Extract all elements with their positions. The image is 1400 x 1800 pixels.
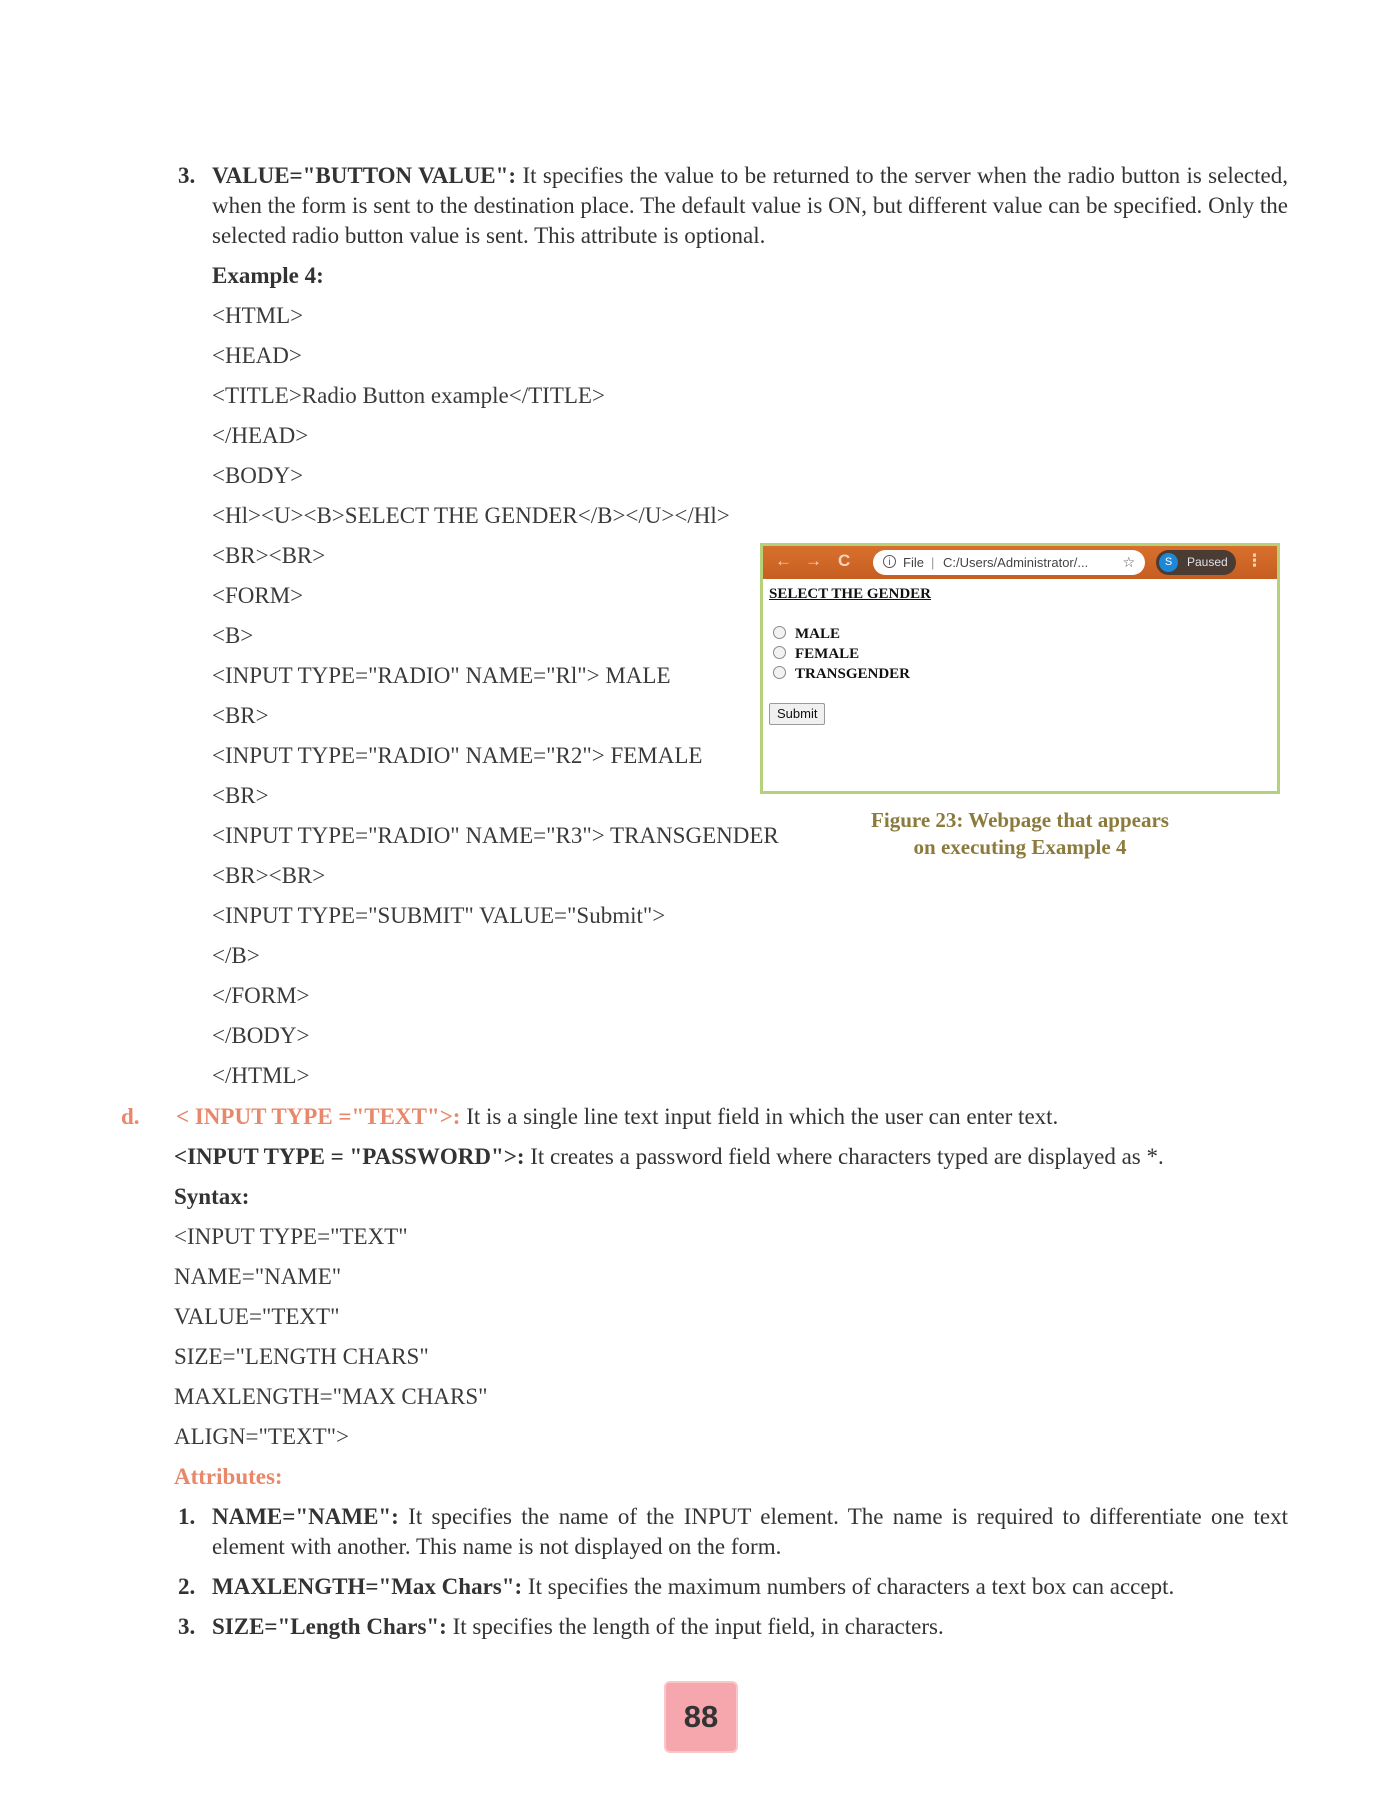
value-attribute-term: VALUE="BUTTON VALUE": [212,163,517,188]
code-line: <TITLE>Radio Button example</TITLE> [212,383,605,408]
avatar: S [1159,553,1178,572]
browser-screenshot-figure [760,543,1280,794]
example-heading: Example 4: [212,263,324,288]
browser-toolbar [763,546,1277,579]
back-arrow-icon: ← [775,551,792,570]
info-icon: i [883,555,896,568]
caption-line: on executing Example 4 [913,835,1127,859]
name-attribute-paragraph [212,1502,1288,1562]
code-line: <INPUT TYPE="SUBMIT" VALUE="Submit"> [212,903,666,928]
syntax-line: <INPUT TYPE="TEXT" [174,1224,408,1249]
code-line: </HTML> [212,1063,310,1088]
address-url: C:/Users/Administrator/... [943,555,1089,570]
file-label: File [903,555,924,570]
section-letter: d. [121,1104,140,1129]
maxlength-attribute-paragraph [212,1572,1174,1602]
value-attribute-paragraph [212,161,1288,251]
code-line: <BR> [212,703,269,728]
name-attribute-text: It specifies the name of the INPUT element. The name is required to differentiate one text element with another. This name is not displayed on the form. [212,1504,1288,1559]
radio-circle-icon [773,646,786,659]
code-line: </BODY> [212,1023,310,1048]
input-text-term: < INPUT TYPE ="TEXT">: [176,1104,461,1129]
input-text-paragraph [176,1102,1058,1132]
list-number: 3. [178,163,196,188]
syntax-line: ALIGN="TEXT"> [174,1424,350,1449]
radio-option-transgender [773,665,910,683]
password-term: <INPUT TYPE = "PASSWORD">: [174,1144,525,1169]
code-line: <INPUT TYPE="RADIO" NAME="R3"> TRANSGENDER [212,823,779,848]
maxlength-attribute-term: MAXLENGTH="Max Chars": [212,1574,523,1599]
size-attribute-text: It specifies the length of the input field, in characters. [446,1614,944,1639]
profile-status: Paused [1187,555,1228,569]
syntax-line: MAXLENGTH="MAX CHARS" [174,1384,488,1409]
address-separator: | [931,555,935,570]
code-line: <INPUT TYPE="RADIO" NAME="R2"> FEMALE [212,743,703,768]
syntax-line: SIZE="LENGTH CHARS" [174,1344,429,1369]
list-number: 2. [178,1574,196,1599]
page-number-badge: 88 [666,1683,736,1751]
syntax-line: NAME="NAME" [174,1264,342,1289]
kebab-menu-icon: ⋮ [1246,551,1263,570]
forward-arrow-icon: → [805,551,822,570]
name-attribute-term: NAME="NAME": [212,1504,399,1529]
submit-button: Submit [769,703,825,725]
gender-heading: SELECT THE GENDER [769,586,932,602]
radio-circle-icon [773,626,786,639]
code-line: <HTML> [212,303,304,328]
code-line: <BODY> [212,463,304,488]
code-line: <BR><BR> [212,543,326,568]
radio-option-female [773,645,859,663]
reload-icon: C [838,551,851,570]
radio-option-male [773,625,840,643]
size-attribute-paragraph [212,1612,944,1642]
syntax-heading: Syntax: [174,1184,250,1209]
code-line: </HEAD> [212,423,309,448]
list-number: 3. [178,1614,196,1639]
input-text-description: It is a single line text input field in which the user can enter text. [460,1104,1059,1129]
list-number: 1. [178,1504,196,1529]
code-line: </B> [212,943,260,968]
code-line: <BR> [212,783,269,808]
password-paragraph [174,1142,1164,1172]
maxlength-attribute-text: It specifies the maximum numbers of characters a text box can accept. [522,1574,1175,1599]
value-attribute-text: It specifies the value to be returned to the server when the radio button is selected, when the form is sent to the destination place. The default value is ON, but different value can be specified. Only the selected radio button value is sent. This attribute is optional. [212,163,1288,248]
code-line: <FORM> [212,583,304,608]
radio-circle-icon [773,666,786,679]
radio-label: MALE [795,626,840,642]
radio-label: FEMALE [795,646,860,662]
code-line: <HEAD> [212,343,302,368]
password-description: It creates a password field where characters typed are displayed as *. [524,1144,1164,1169]
code-line: <INPUT TYPE="RADIO" NAME="Rl"> MALE [212,663,671,688]
syntax-line: VALUE="TEXT" [174,1304,340,1329]
figure-caption [760,807,1280,861]
radio-label: TRANSGENDER [795,666,911,682]
attributes-heading: Attributes: [174,1464,283,1489]
profile-chip [1156,550,1236,575]
code-line: <BR><BR> [212,863,326,888]
code-line: <Hl><U><B>SELECT THE GENDER</B></U></Hl> [212,503,730,528]
address-bar [873,550,1145,575]
caption-line: Figure 23: Webpage that appears [871,808,1169,832]
code-line: <B> [212,623,254,648]
code-line: </FORM> [212,983,310,1008]
size-attribute-term: SIZE="Length Chars": [212,1614,447,1639]
star-icon: ☆ [1122,554,1135,570]
